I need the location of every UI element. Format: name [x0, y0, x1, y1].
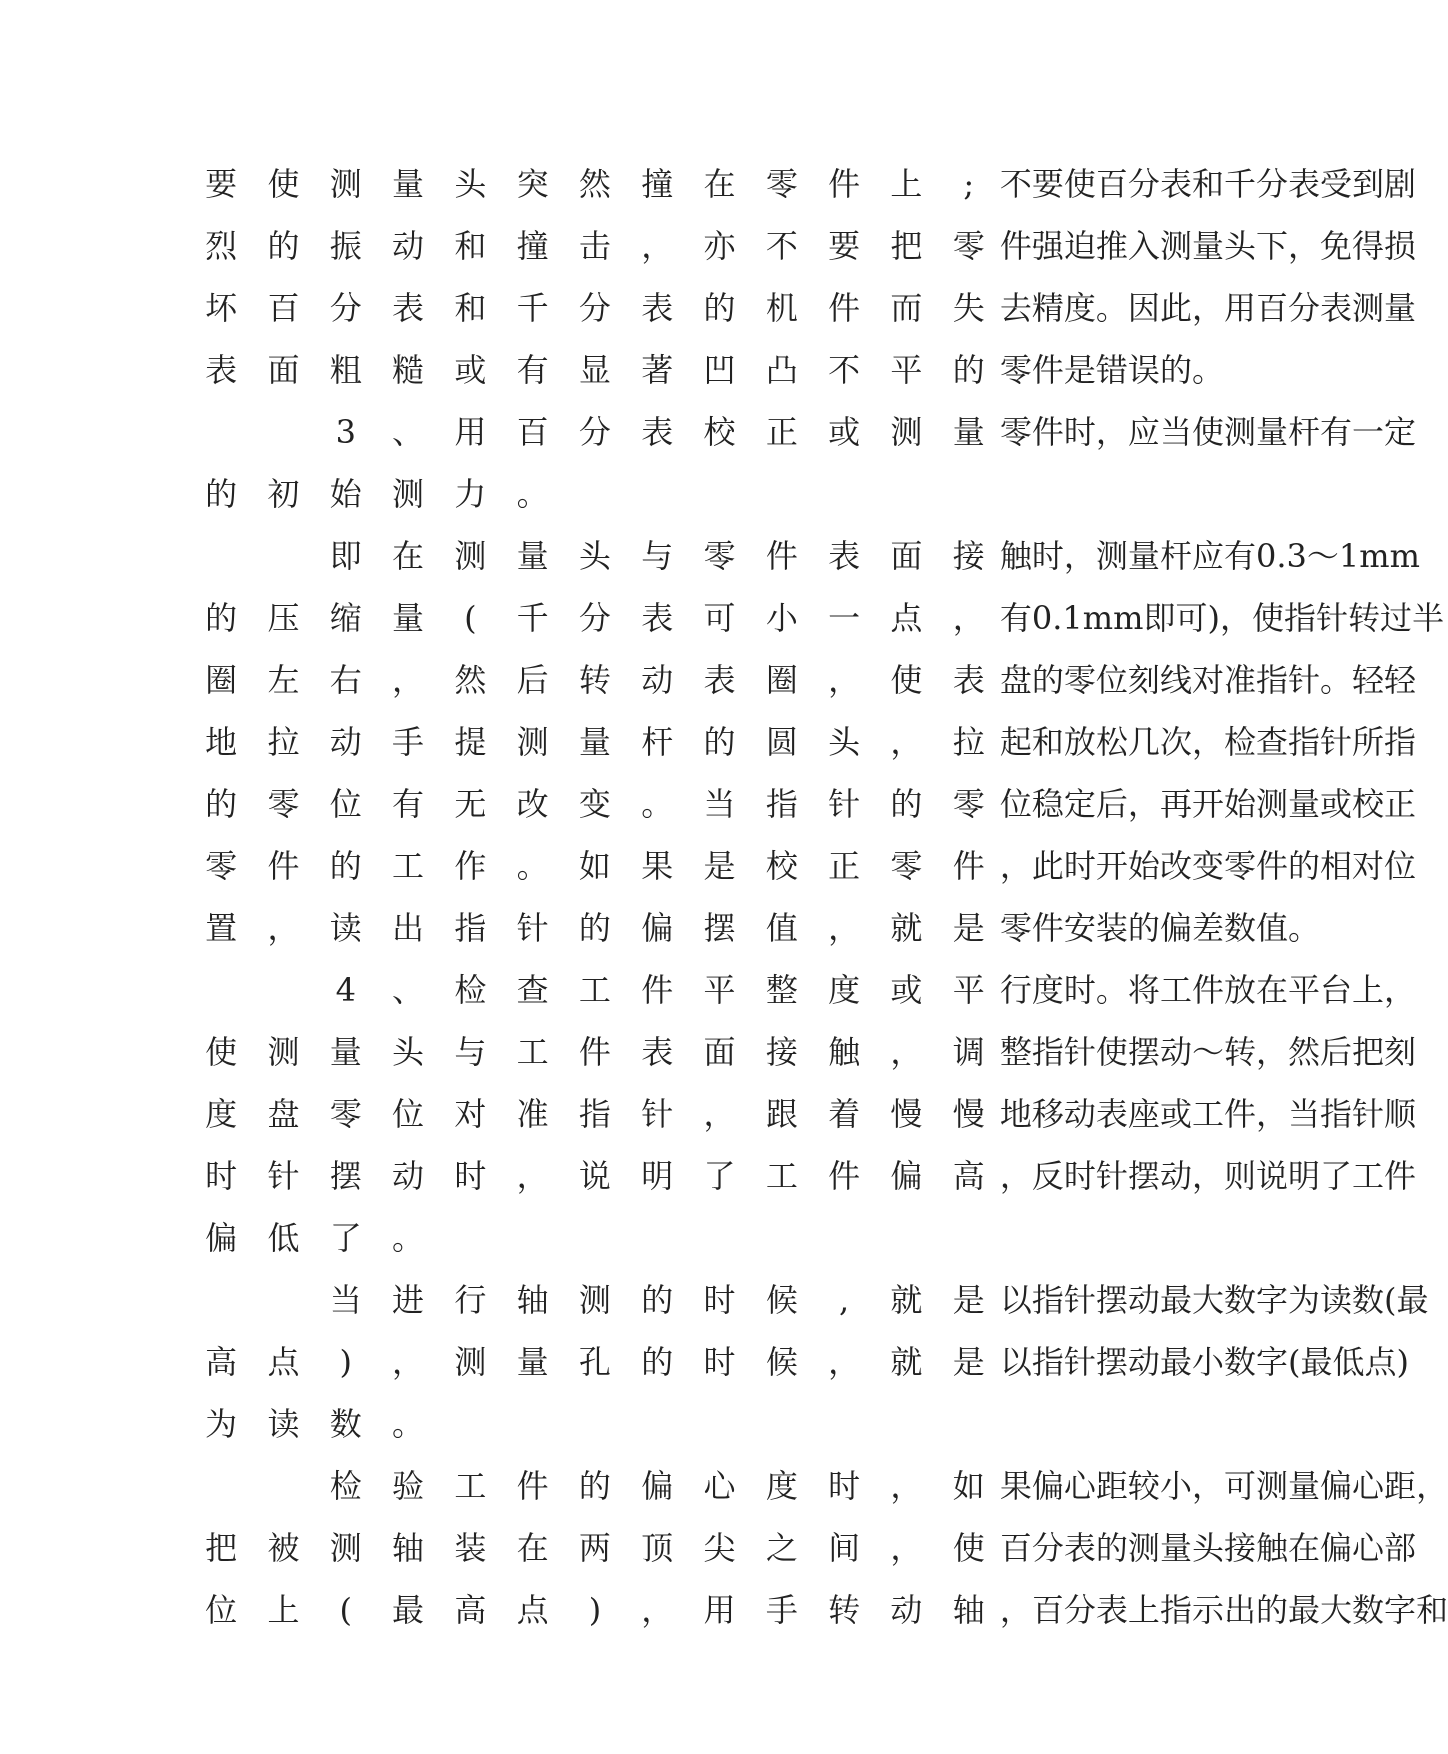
- text-line: 置 ， 读 出 指 针 的 偏 摆 值 ， 就 是 零 件 安 装 的 偏 差 数 值 。: [205, 909, 1321, 947]
- body-text: [190, 153, 1448, 1641]
- text-line: 时 针 摆 动 时 ， 说 明 了 工 件 偏 高 ， 反 时 针 摆 动 ， 则 说 明 了 工 件: [205, 1157, 1417, 1195]
- text-line: 当 进 行 轴 测 的 时 候 , 就 是 以 指 针 摆 动 最 大 数 字 为 读 数 ( 最: [329, 1281, 1429, 1319]
- paragraph: [190, 1269, 1429, 1455]
- text-line: 高 点 ) ， 测 量 孔 的 时 候 ， 就 是 以 指 针 摆 动 最 小 数 字 ( 最 低 点 ): [205, 1343, 1410, 1381]
- text-line: 为 读 数 。: [205, 1405, 425, 1443]
- text-line: 位 上 ( 最 高 点 ) ， 用 手 转 动 轴 ， 百 分 表 上 指 示 出 的 最 大 数 字 和: [205, 1591, 1448, 1629]
- text-line: 坏 百 分 表 和 千 分 表 的 机 件 而 失 去 精 度 。 因 此 ， 用 百 分 表 测 量: [205, 289, 1417, 327]
- text-line: 表 面 粗 糙 或 有 显 著 凹 凸 不 平 的 零 件 是 错 误 的 。: [205, 351, 1224, 389]
- paragraph: [190, 959, 1417, 1269]
- paragraph: [190, 1455, 1448, 1641]
- text-line: 的 压 缩 量 ( 千 分 表 可 小 一 点 ， 有 0. 1m m 即 可 ) ， 使 指 针 转 过 半: [205, 599, 1445, 637]
- text-line: 零 件 的 工 作 。 如 果 是 校 正 零 件 ， 此 时 开 始 改 变 零 件 的 相 对 位: [205, 847, 1417, 885]
- text-line: 4 、 检 查 工 件 平 整 度 或 平 行 度 时 。 将 工 件 放 在 平 台 上 ，: [335, 971, 1417, 1009]
- text-line: 度 盘 零 位 对 准 指 针 ， 跟 着 慢 慢 地 移 动 表 座 或 工 件 ， 当 指 针 顺: [205, 1095, 1417, 1133]
- text-line: 偏 低 了 。: [205, 1219, 425, 1257]
- text-line: 烈 的 振 动 和 撞 击 ， 亦 不 要 把 零 件 强 迫 推 入 测 量 头 下 ， 免 得 损: [205, 227, 1417, 265]
- text-line: 使 测 量 头 与 工 件 表 面 接 触 ， 调 整 指 针 使 摆 动 ～ 转 ， 然 后 把 刻: [205, 1033, 1417, 1071]
- text-line: 地 拉 动 手 提 测 量 杆 的 圆 头 ， 拉 起 和 放 松 几 次 ， 检 查 指 针 所 指: [205, 723, 1417, 761]
- text-line: 即 在 测 量 头 与 零 件 表 面 接 触 时 ， 测 量 杆 应 有 0. 3 ～ 1m m: [329, 537, 1420, 575]
- text-line: 把 被 测 轴 装 在 两 顶 尖 之 间 ， 使 百 分 表 的 测 量 头 接 触 在 偏 心 部: [205, 1529, 1417, 1567]
- text-line: 圈 左 右 ， 然 后 转 动 表 圈 ， 使 表 盘 的 零 位 刻 线 对 准 指 针 。 轻 轻: [205, 661, 1417, 699]
- text-line: 的 初 始 测 力 。: [205, 475, 549, 513]
- text-line: 检 验 工 件 的 偏 心 度 时 ， 如 果 偏 心 距 较 小 ， 可 测 量 偏 心 距 ，: [329, 1467, 1448, 1505]
- paragraph: [190, 153, 1417, 401]
- text-line: 要 使 测 量 头 突 然 撞 在 零 件 上 ; 不 要 使 百 分 表 和 千 分 表 受 到 剧: [205, 165, 1417, 203]
- text-line: 3 、 用 百 分 表 校 正 或 测 量 零 件 时 ， 应 当 使 测 量 杆 有 一 定: [335, 413, 1417, 451]
- paragraph: [190, 401, 1417, 525]
- text-line: 的 零 位 有 无 改 变 。 当 指 针 的 零 位 稳 定 后 ， 再 开 始 测 量 或 校 正: [205, 785, 1417, 823]
- paragraph: [190, 525, 1445, 959]
